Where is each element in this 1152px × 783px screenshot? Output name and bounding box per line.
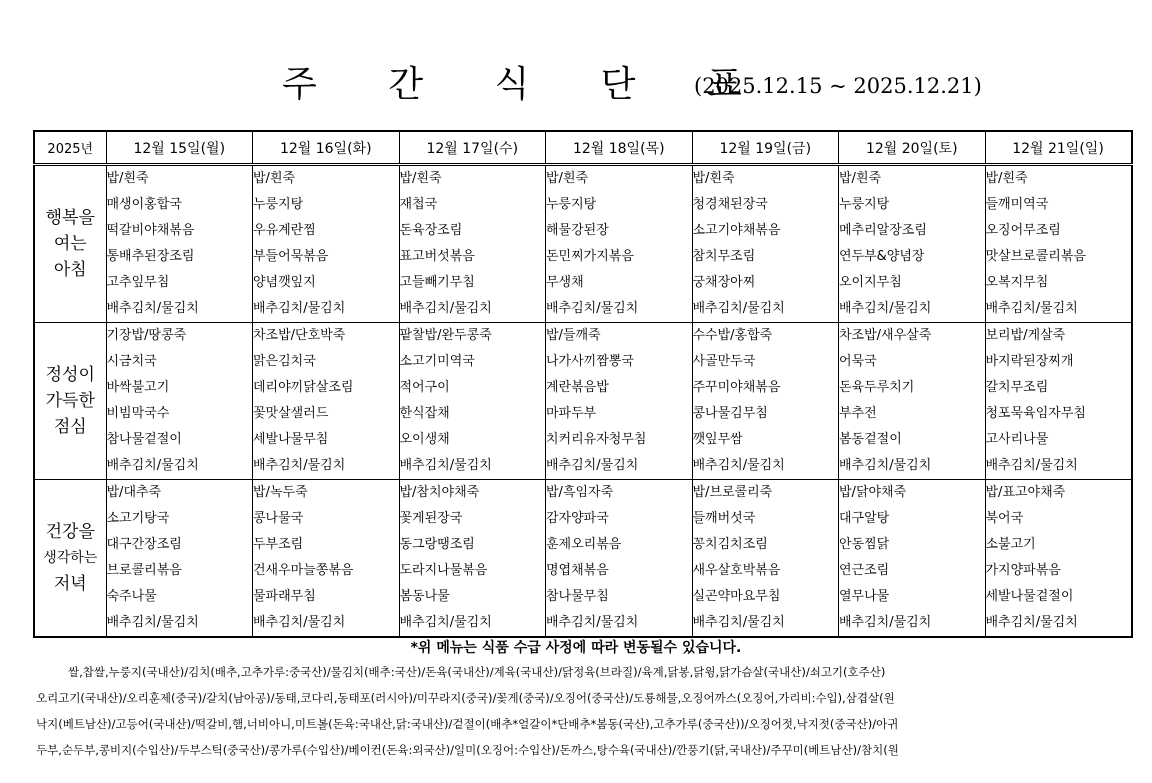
menu-item: 들깨버섯국 <box>692 511 756 526</box>
menu-item: 차조밥/새우살죽 <box>839 328 932 343</box>
menu-item: 대구알탕 <box>839 511 890 526</box>
menu-cell <box>985 165 1132 323</box>
menu-cell <box>106 480 253 638</box>
menu-item: 봄동나물 <box>399 589 450 604</box>
menu-item: 배추김치/물김치 <box>253 615 346 630</box>
menu-item: 배추김치/물김치 <box>399 458 492 473</box>
menu-cell <box>546 480 693 638</box>
menu-item: 동그랑땡조림 <box>399 537 475 552</box>
origin-info <box>36 659 1126 781</box>
menu-item: 청경채된장국 <box>692 197 768 212</box>
menu-cell <box>839 165 986 323</box>
menu-item: 훈제오리볶음 <box>546 537 622 552</box>
menu-item: 팥찰밥/완두콩죽 <box>399 328 492 343</box>
menu-item: 밥/참치야채죽 <box>399 485 480 500</box>
menu-item: 연두부&양념장 <box>839 249 925 264</box>
menu-item: 대구간장조림 <box>106 537 182 552</box>
menu-item: 밥/흰죽 <box>692 171 735 186</box>
day-header: 12월 20일(토) <box>839 131 986 165</box>
menu-item: 청포묵육임자무침 <box>985 406 1086 421</box>
menu-item: 참치무조림 <box>692 249 756 264</box>
menu-item: 오징어무조림 <box>985 223 1061 238</box>
menu-item: 보리밥/게살죽 <box>985 328 1066 343</box>
menu-cell <box>839 323 986 480</box>
meal-label-line: 여는 <box>53 234 87 254</box>
menu-item: 배추김치/물김치 <box>253 458 346 473</box>
menu-item: 감자양파국 <box>546 511 609 526</box>
menu-item: 고사리나물 <box>985 432 1049 447</box>
menu-cell <box>399 480 546 638</box>
menu-item: 안동찜닭 <box>839 537 890 552</box>
day-header: 12월 16일(화) <box>253 131 400 165</box>
menu-item: 숙주나물 <box>106 589 157 604</box>
menu-item: 적어구이 <box>399 380 450 395</box>
origin-line: 두부,순두부,콩비지(수입산)/두부스틱(중국산)/콩가루(수입산)/베이컨(돈육:외국산)/일미(오징어:수입산)/돈까스,탕수육(국내산)/깐풍기(닭,국내산)/주꾸미(베트남산)/참치(원 <box>36 743 899 757</box>
menu-item: 주꾸미야채볶음 <box>692 380 781 395</box>
menu-item: 봄동겉절이 <box>839 432 902 447</box>
menu-item: 배추김치/물김치 <box>399 301 492 316</box>
day-header: 12월 18일(목) <box>546 131 693 165</box>
menu-item: 배추김치/물김치 <box>692 615 785 630</box>
menu-item: 사골만두국 <box>692 354 756 369</box>
menu-item: 돈육장조림 <box>399 223 463 238</box>
menu-item: 두부조림 <box>253 537 304 552</box>
menu-period: (2025.12.15 ~ 2025.12.21) <box>694 74 982 98</box>
menu-item: 누룽지탕 <box>253 197 304 212</box>
menu-cell <box>692 165 839 323</box>
menu-item: 밥/흰죽 <box>106 171 149 186</box>
menu-item: 바지락된장찌개 <box>985 354 1074 369</box>
menu-cell <box>546 165 693 323</box>
meal-label-line: 생각하는 <box>43 550 98 566</box>
menu-item: 밥/흰죽 <box>546 171 589 186</box>
menu-item: 새우살호박볶음 <box>692 563 781 578</box>
menu-item: 고추잎무침 <box>106 275 170 290</box>
menu-item: 갈치무조림 <box>985 380 1049 395</box>
menu-item: 수수밥/홍합죽 <box>692 328 773 343</box>
menu-cell <box>253 323 400 480</box>
menu-item: 오이생채 <box>399 432 450 447</box>
menu-item: 꽃맛살샐러드 <box>253 406 329 421</box>
menu-cell <box>253 480 400 638</box>
menu-item: 궁채장아찌 <box>692 275 756 290</box>
menu-item: 배추김치/물김치 <box>839 458 932 473</box>
menu-item: 소고기야채볶음 <box>692 223 781 238</box>
menu-item: 돈민찌가지볶음 <box>546 249 634 264</box>
menu-item: 돈육두루치기 <box>839 380 915 395</box>
meal-label-line: 건강을 <box>45 522 95 542</box>
menu-item: 밥/표고야채죽 <box>985 485 1066 500</box>
origin-line: 낙지(베트남산)/고등어(국내산)/떡갈비,햄,너비아니,미트볼(돈육:국내산,닭:국내산)/겉절이(배추*얼갈이*단배추*봄동(국산),고추가루(중국산))/오징어젓,낙지젓(중국산)/아귀 <box>36 717 899 731</box>
menu-item: 도라지나물볶음 <box>399 563 488 578</box>
menu-cell <box>985 480 1132 638</box>
meal-row-dinner <box>34 480 1132 638</box>
menu-item: 오복지무침 <box>985 275 1049 290</box>
menu-item: 밥/브로콜리죽 <box>692 485 773 500</box>
menu-item: 무생채 <box>546 275 584 290</box>
menu-cell <box>692 323 839 480</box>
year-header: 2025년 <box>34 131 106 165</box>
menu-item: 배추김치/물김치 <box>106 615 199 630</box>
menu-item: 콩나물국 <box>253 511 304 526</box>
menu-item: 한식잡채 <box>399 406 450 421</box>
menu-cell <box>399 165 546 323</box>
menu-item: 부들어묵볶음 <box>253 249 329 264</box>
menu-cell <box>546 323 693 480</box>
menu-item: 배추김치/물김치 <box>692 301 785 316</box>
meal-row-breakfast <box>34 165 1132 323</box>
day-header: 12월 17일(수) <box>399 131 546 165</box>
menu-cell <box>399 323 546 480</box>
menu-item: 연근조림 <box>839 563 890 578</box>
menu-item: 우유계란찜 <box>253 223 316 238</box>
menu-item: 부추전 <box>839 406 877 421</box>
menu-item: 표고버섯볶음 <box>399 249 475 264</box>
meal-label-line: 행복을 <box>45 208 95 228</box>
menu-item: 소고기탕국 <box>106 511 170 526</box>
menu-item: 메추리알장조림 <box>839 223 927 238</box>
menu-item: 매생이홍합국 <box>106 197 182 212</box>
menu-item: 밥/흰죽 <box>985 171 1028 186</box>
menu-item: 물파래무침 <box>253 589 316 604</box>
menu-cell <box>106 323 253 480</box>
menu-item: 누룽지탕 <box>546 197 597 212</box>
menu-item: 밥/녹두죽 <box>253 485 308 500</box>
menu-item: 시금치국 <box>106 354 157 369</box>
menu-item: 밥/흑임자죽 <box>546 485 614 500</box>
menu-item: 브로콜리볶음 <box>106 563 182 578</box>
meal-label-line: 점심 <box>53 417 87 437</box>
menu-item: 마파두부 <box>546 406 597 421</box>
menu-cell <box>253 165 400 323</box>
origin-line: 오리고기(국내산)/오리훈제(중국)/갈치(남아공)/동태,코다리,동태포(러시아)/미꾸라지(중국)/꽃게(중국)/오징어(중국산)/도룡해물,오징어까스(오징어,가리비:수입),삼겹살(원 <box>36 691 895 705</box>
menu-item: 명엽채볶음 <box>546 563 609 578</box>
notice-text: *위 메뉴는 식품 수급 사정에 따라 변동될수 있습니다. <box>410 640 742 656</box>
menu-item: 누룽지탕 <box>839 197 890 212</box>
menu-item: 해물강된장 <box>546 223 609 238</box>
menu-item: 꽃게된장국 <box>399 511 463 526</box>
menu-item: 비빔막국수 <box>106 406 170 421</box>
menu-cell <box>692 480 839 638</box>
menu-item: 북어국 <box>985 511 1024 526</box>
menu-item: 가지양파볶음 <box>985 563 1061 578</box>
menu-item: 차조밥/단호박죽 <box>253 328 346 343</box>
menu-item: 맛살브로콜리볶음 <box>985 249 1086 264</box>
menu-item: 건새우마늘쫑볶음 <box>253 563 354 578</box>
menu-item: 고들빼기무침 <box>399 275 475 290</box>
menu-item: 참나물겉절이 <box>106 432 182 447</box>
menu-cell <box>839 480 986 638</box>
menu-item: 참나물무침 <box>546 589 609 604</box>
menu-item: 배추김치/물김치 <box>985 458 1078 473</box>
menu-item: 치커리유자청무침 <box>546 432 647 447</box>
menu-item: 나가사끼짬뽕국 <box>546 354 634 369</box>
menu-item: 배추김치/물김치 <box>253 301 346 316</box>
menu-item: 실곤약마요무침 <box>692 589 781 604</box>
meal-label-line: 정성이 <box>45 365 95 385</box>
meal-label-dinner <box>34 480 106 638</box>
menu-item: 배추김치/물김치 <box>985 615 1078 630</box>
meal-label-line: 저녁 <box>53 574 87 594</box>
menu-item: 소고기미역국 <box>399 354 475 369</box>
menu-item: 배추김치/물김치 <box>546 301 639 316</box>
menu-item: 양념깻잎지 <box>253 275 316 290</box>
page-title: 주 간 식 단 표 <box>282 64 772 105</box>
menu-item: 밥/대추죽 <box>106 485 162 500</box>
menu-item: 배추김치/물김치 <box>546 615 639 630</box>
menu-cell <box>106 165 253 323</box>
menu-item: 밥/흰죽 <box>839 171 882 186</box>
menu-item: 오이지무침 <box>839 275 902 290</box>
menu-item: 통배추된장조림 <box>106 249 195 264</box>
day-header: 12월 15일(월) <box>106 131 253 165</box>
meal-label-line: 가득한 <box>45 391 95 411</box>
day-header: 12월 21일(일) <box>985 131 1132 165</box>
menu-item: 배추김치/물김치 <box>985 301 1078 316</box>
menu-item: 배추김치/물김치 <box>106 301 199 316</box>
menu-item: 배추김치/물김치 <box>692 458 785 473</box>
menu-item: 데리야끼닭살조림 <box>253 380 354 395</box>
meal-row-lunch <box>34 323 1132 480</box>
menu-item: 배추김치/물김치 <box>399 615 492 630</box>
menu-item: 재첩국 <box>399 197 438 212</box>
menu-item: 밥/들깨죽 <box>546 328 601 343</box>
menu-item: 세발나물무침 <box>253 432 329 447</box>
menu-item: 배추김치/물김치 <box>106 458 199 473</box>
menu-item: 들깨미역국 <box>985 197 1049 212</box>
meal-label-breakfast <box>34 165 106 323</box>
menu-item: 콩나물김무침 <box>692 406 768 421</box>
weekly-menu-table <box>33 130 1133 638</box>
meal-label-line: 아침 <box>53 260 87 280</box>
menu-item: 배추김치/물김치 <box>546 458 639 473</box>
menu-item: 밥/닭야채죽 <box>839 485 907 500</box>
header-row <box>34 131 1132 165</box>
menu-item: 소불고기 <box>985 537 1036 552</box>
menu-item: 꽁치김치조림 <box>692 537 768 552</box>
day-header: 12월 19일(금) <box>692 131 839 165</box>
menu-item: 밥/흰죽 <box>399 171 442 186</box>
menu-item: 기장밥/땅콩죽 <box>106 328 187 343</box>
menu-item: 바싹불고기 <box>106 380 170 395</box>
menu-item: 열무나물 <box>839 589 890 604</box>
menu-item: 배추김치/물김치 <box>839 301 932 316</box>
menu-item: 맑은김치국 <box>253 354 316 369</box>
menu-cell <box>985 323 1132 480</box>
menu-item: 계란볶음밥 <box>546 380 609 395</box>
menu-item: 밥/흰죽 <box>253 171 296 186</box>
menu-item: 떡갈비야채볶음 <box>106 223 195 238</box>
menu-item: 배추김치/물김치 <box>839 615 932 630</box>
meal-label-lunch <box>34 323 106 480</box>
menu-item: 깻잎무쌈 <box>692 432 743 447</box>
origin-line: 쌀,찹쌀,누룽지(국내산)/김치(배추,고추가루:중국산)/물김치(배추:국산)/돈육(국내산)/계육(국내산)/닭정육(브라질)/육계,닭봉,닭윙,닭가슴살(국내산)/쇠고기(호주산) <box>68 665 886 679</box>
menu-item: 어묵국 <box>839 354 877 369</box>
menu-item: 세발나물겉절이 <box>985 589 1074 604</box>
